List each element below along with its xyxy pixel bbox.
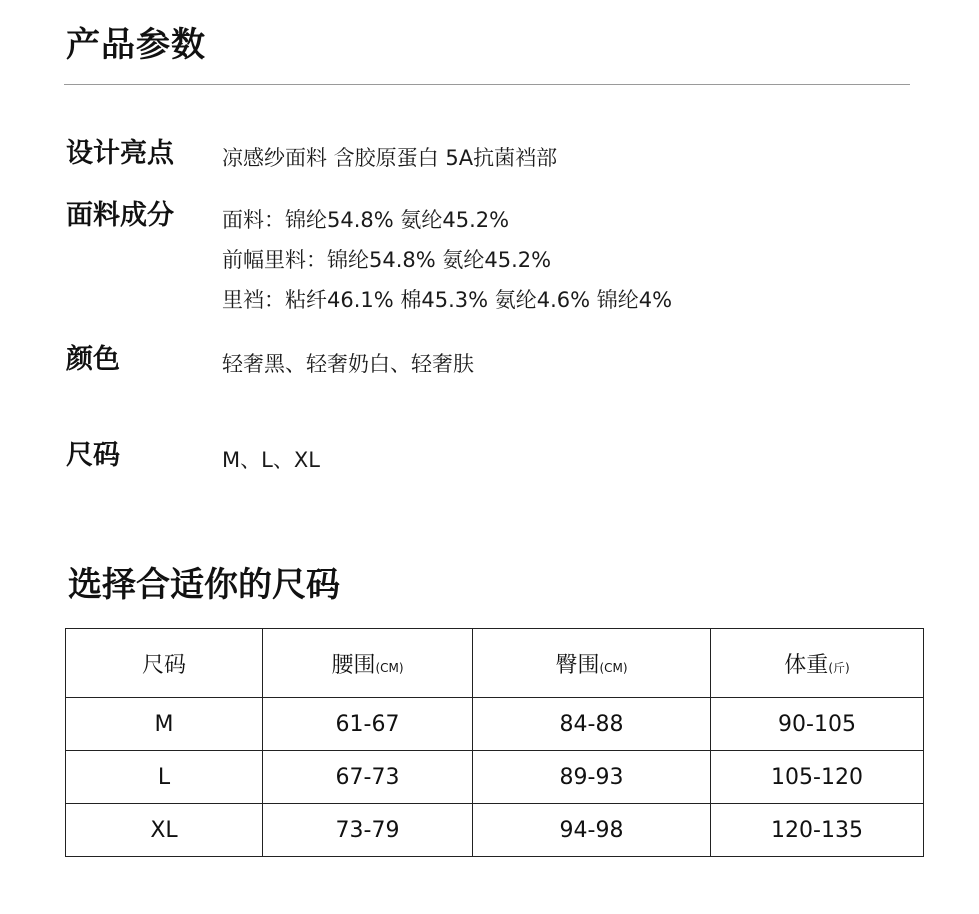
param-values-fabric bbox=[222, 200, 672, 320]
param-value-size: M、L、XL bbox=[222, 448, 320, 472]
header-cell-hip bbox=[473, 629, 711, 698]
param-value-fabric-line: 前幅里料：锦纶54.8% 氨纶45.2% bbox=[222, 248, 552, 272]
param-label-size: 尺码 bbox=[66, 440, 120, 471]
table-cell: 89-93 bbox=[473, 751, 711, 804]
table-cell: 90-105 bbox=[711, 698, 924, 751]
title-divider bbox=[64, 84, 910, 85]
table-row bbox=[66, 698, 924, 751]
table-row bbox=[66, 751, 924, 804]
param-label-design: 设计亮点 bbox=[66, 138, 174, 169]
table-cell: M bbox=[66, 698, 263, 751]
header-label: 腰围 bbox=[331, 652, 376, 678]
param-values-design bbox=[222, 138, 557, 178]
size-section-title: 选择合适你的尺码 bbox=[68, 565, 340, 605]
page-title: 产品参数 bbox=[66, 25, 206, 65]
header-cell-weight bbox=[711, 629, 924, 698]
table-cell: 61-67 bbox=[263, 698, 473, 751]
header-unit: (CM) bbox=[599, 660, 628, 675]
param-value-color: 轻奢黑、轻奢奶白、轻奢肤 bbox=[222, 352, 474, 376]
header-label: 尺码 bbox=[141, 652, 186, 678]
table-row bbox=[66, 804, 924, 857]
table-cell: 94-98 bbox=[473, 804, 711, 857]
table-cell: L bbox=[66, 751, 263, 804]
table-header-row bbox=[66, 629, 924, 698]
param-values-size bbox=[222, 440, 320, 480]
size-table bbox=[65, 628, 924, 857]
param-label-fabric: 面料成分 bbox=[66, 200, 174, 231]
header-unit: (CM) bbox=[375, 660, 404, 675]
table-cell: 73-79 bbox=[263, 804, 473, 857]
header-unit: (斤) bbox=[828, 660, 850, 675]
param-values-color bbox=[222, 344, 474, 384]
param-value-design: 凉感纱面料 含胶原蛋白 5A抗菌裆部 bbox=[222, 146, 558, 170]
header-label: 臀围 bbox=[555, 652, 600, 678]
header-cell-size bbox=[66, 629, 263, 698]
table-cell: XL bbox=[66, 804, 263, 857]
table-cell: 120-135 bbox=[711, 804, 924, 857]
table-cell: 84-88 bbox=[473, 698, 711, 751]
header-label: 体重 bbox=[784, 652, 829, 678]
header-cell-waist bbox=[263, 629, 473, 698]
table-cell: 67-73 bbox=[263, 751, 473, 804]
table-cell: 105-120 bbox=[711, 751, 924, 804]
param-value-fabric-line: 面料：锦纶54.8% 氨纶45.2% bbox=[222, 208, 510, 232]
param-value-fabric-line: 里裆：粘纤46.1% 棉45.3% 氨纶4.6% 锦纶4% bbox=[222, 288, 673, 312]
param-label-color: 颜色 bbox=[66, 344, 120, 375]
